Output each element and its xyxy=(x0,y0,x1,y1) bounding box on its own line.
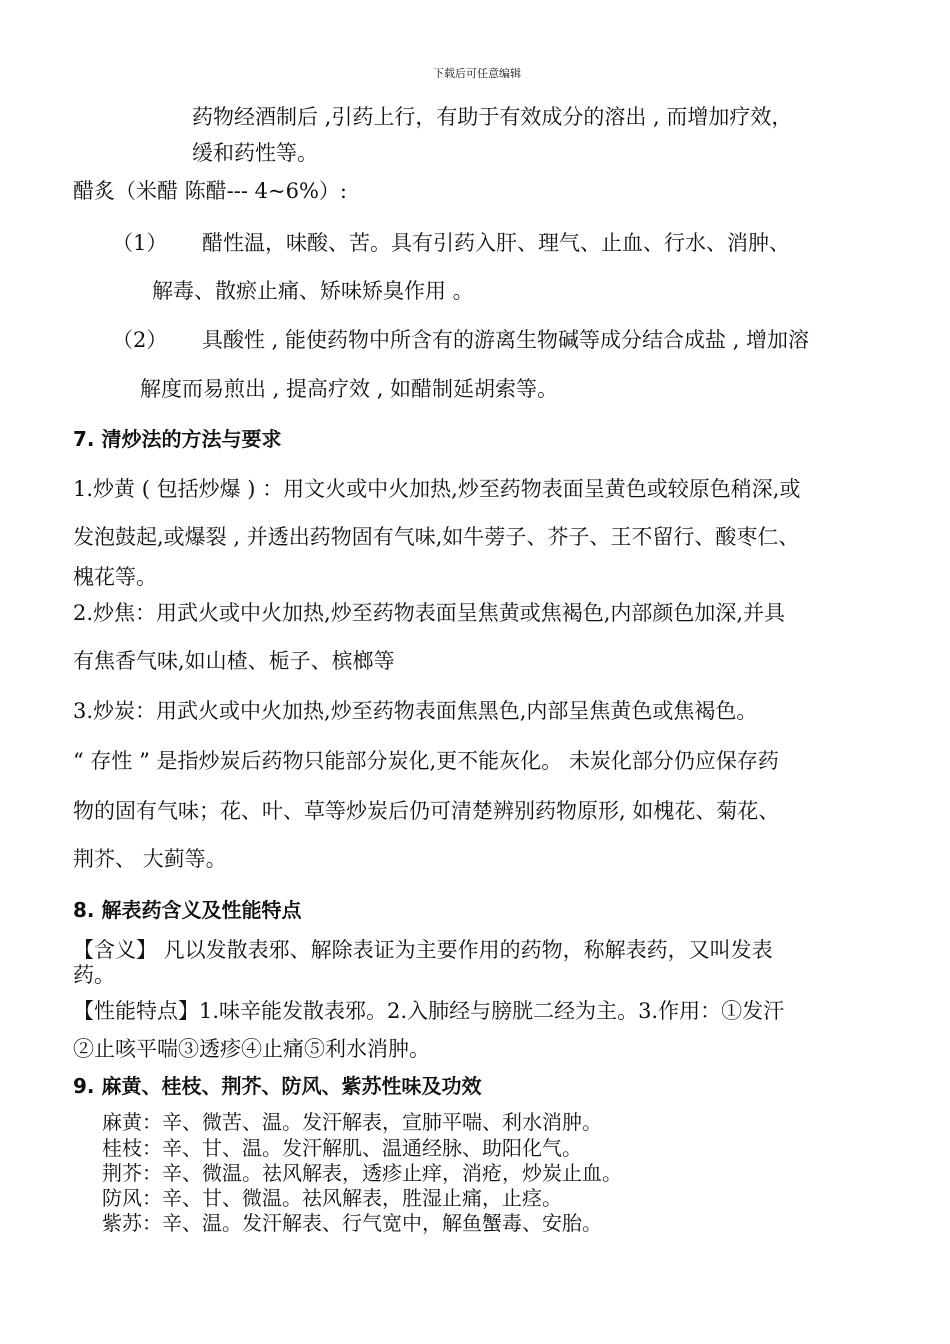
text-line: 解度而易煎出 , 提高疗效 , 如醋制延胡索等。 xyxy=(140,377,559,401)
text-line: 醋炙（米醋 陈醋--- 4~6%）: xyxy=(73,179,347,203)
section-title: 9. 麻黄、桂枝、荆芥、防风、紫苏性味及功效 xyxy=(73,1074,482,1098)
text-line: 1.炒黄 ( 包括炒爆 ) ：用文火或中火加热,炒至药物表面呈黄色或较原色稍深,或 xyxy=(73,477,801,501)
text-line: 药。 xyxy=(73,963,115,987)
list-item: 防风：辛、甘、微温。祛风解表，胜湿止痛，止痉。 xyxy=(102,1186,562,1210)
text-line: 发泡鼓起,或爆裂 , 并透出药物固有气味,如牛蒡子、芥子、王不留行、酸枣仁、 xyxy=(73,525,800,549)
list-item: 紫苏：辛、温。发汗解表、行气宽中，解鱼蟹毒、安胎。 xyxy=(102,1211,602,1235)
text-line: ②止咳平喘③透疹④止痛⑤利水消肿。 xyxy=(73,1037,430,1061)
text-line: 有焦香气味,如山楂、栀子、槟榔等 xyxy=(73,649,395,673)
list-number: （1） xyxy=(112,231,168,255)
text-line: 药物经酒制后 ,引药上行，有助于有效成分的溶出 , 而增加疗效， xyxy=(192,105,793,129)
list-item: 麻黄：辛、微苦、温。发汗解表，宣肺平喘、利水消肿。 xyxy=(102,1110,602,1134)
text-line: 醋性温，味酸、苦。具有引药入肝、理气、止血、行水、消肿、 xyxy=(202,231,790,255)
text-line: 2.炒焦：用武火或中火加热,炒至药物表面呈焦黄或焦褐色,内部颜色加深,并具 xyxy=(73,601,786,625)
list-number: （2） xyxy=(112,328,168,352)
text-line: 槐花等。 xyxy=(73,565,157,589)
section-title: 7. 清炒法的方法与要求 xyxy=(73,427,282,451)
text-line: 【性能特点】1.味辛能发散表邪。2.入肺经与膀胱二经为主。3.作用：①发汗 xyxy=(73,999,785,1023)
section-title: 8. 解表药含义及性能特点 xyxy=(73,898,302,922)
text-line: 物的固有气味；花、叶、草等炒炭后仍可清楚辨别药物原形, 如槐花、菊花、 xyxy=(73,799,780,823)
list-item: 荆芥：辛、微温。祛风解表，透疹止痒，消疮，炒炭止血。 xyxy=(102,1161,622,1185)
text-line: 3.炒炭：用武火或中火加热,炒至药物表面焦黑色,内部呈焦黄色或焦褐色。 xyxy=(73,699,758,723)
text-line: 具酸性 , 能使药物中所含有的游离生物碱等成分结合成盐 , 增加溶 xyxy=(202,328,810,352)
page-header: 下载后可任意编辑 xyxy=(433,67,521,80)
text-line: 解毒、散瘀止痛、矫味矫臭作用 。 xyxy=(152,279,474,303)
text-line: “ 存性 ” 是指炒炭后药物只能部分炭化,更不能灰化。 未炭化部分仍应保存药 xyxy=(73,749,779,773)
list-item: 桂枝：辛、甘、温。发汗解肌、温通经脉、助阳化气。 xyxy=(102,1136,582,1160)
text-line: 【含义】 凡以发散表邪、解除表证为主要作用的药物，称解表药，又叫发表 xyxy=(73,938,773,962)
text-line: 缓和药性等。 xyxy=(192,141,318,165)
text-line: 荆芥、 大蓟等。 xyxy=(73,847,227,871)
